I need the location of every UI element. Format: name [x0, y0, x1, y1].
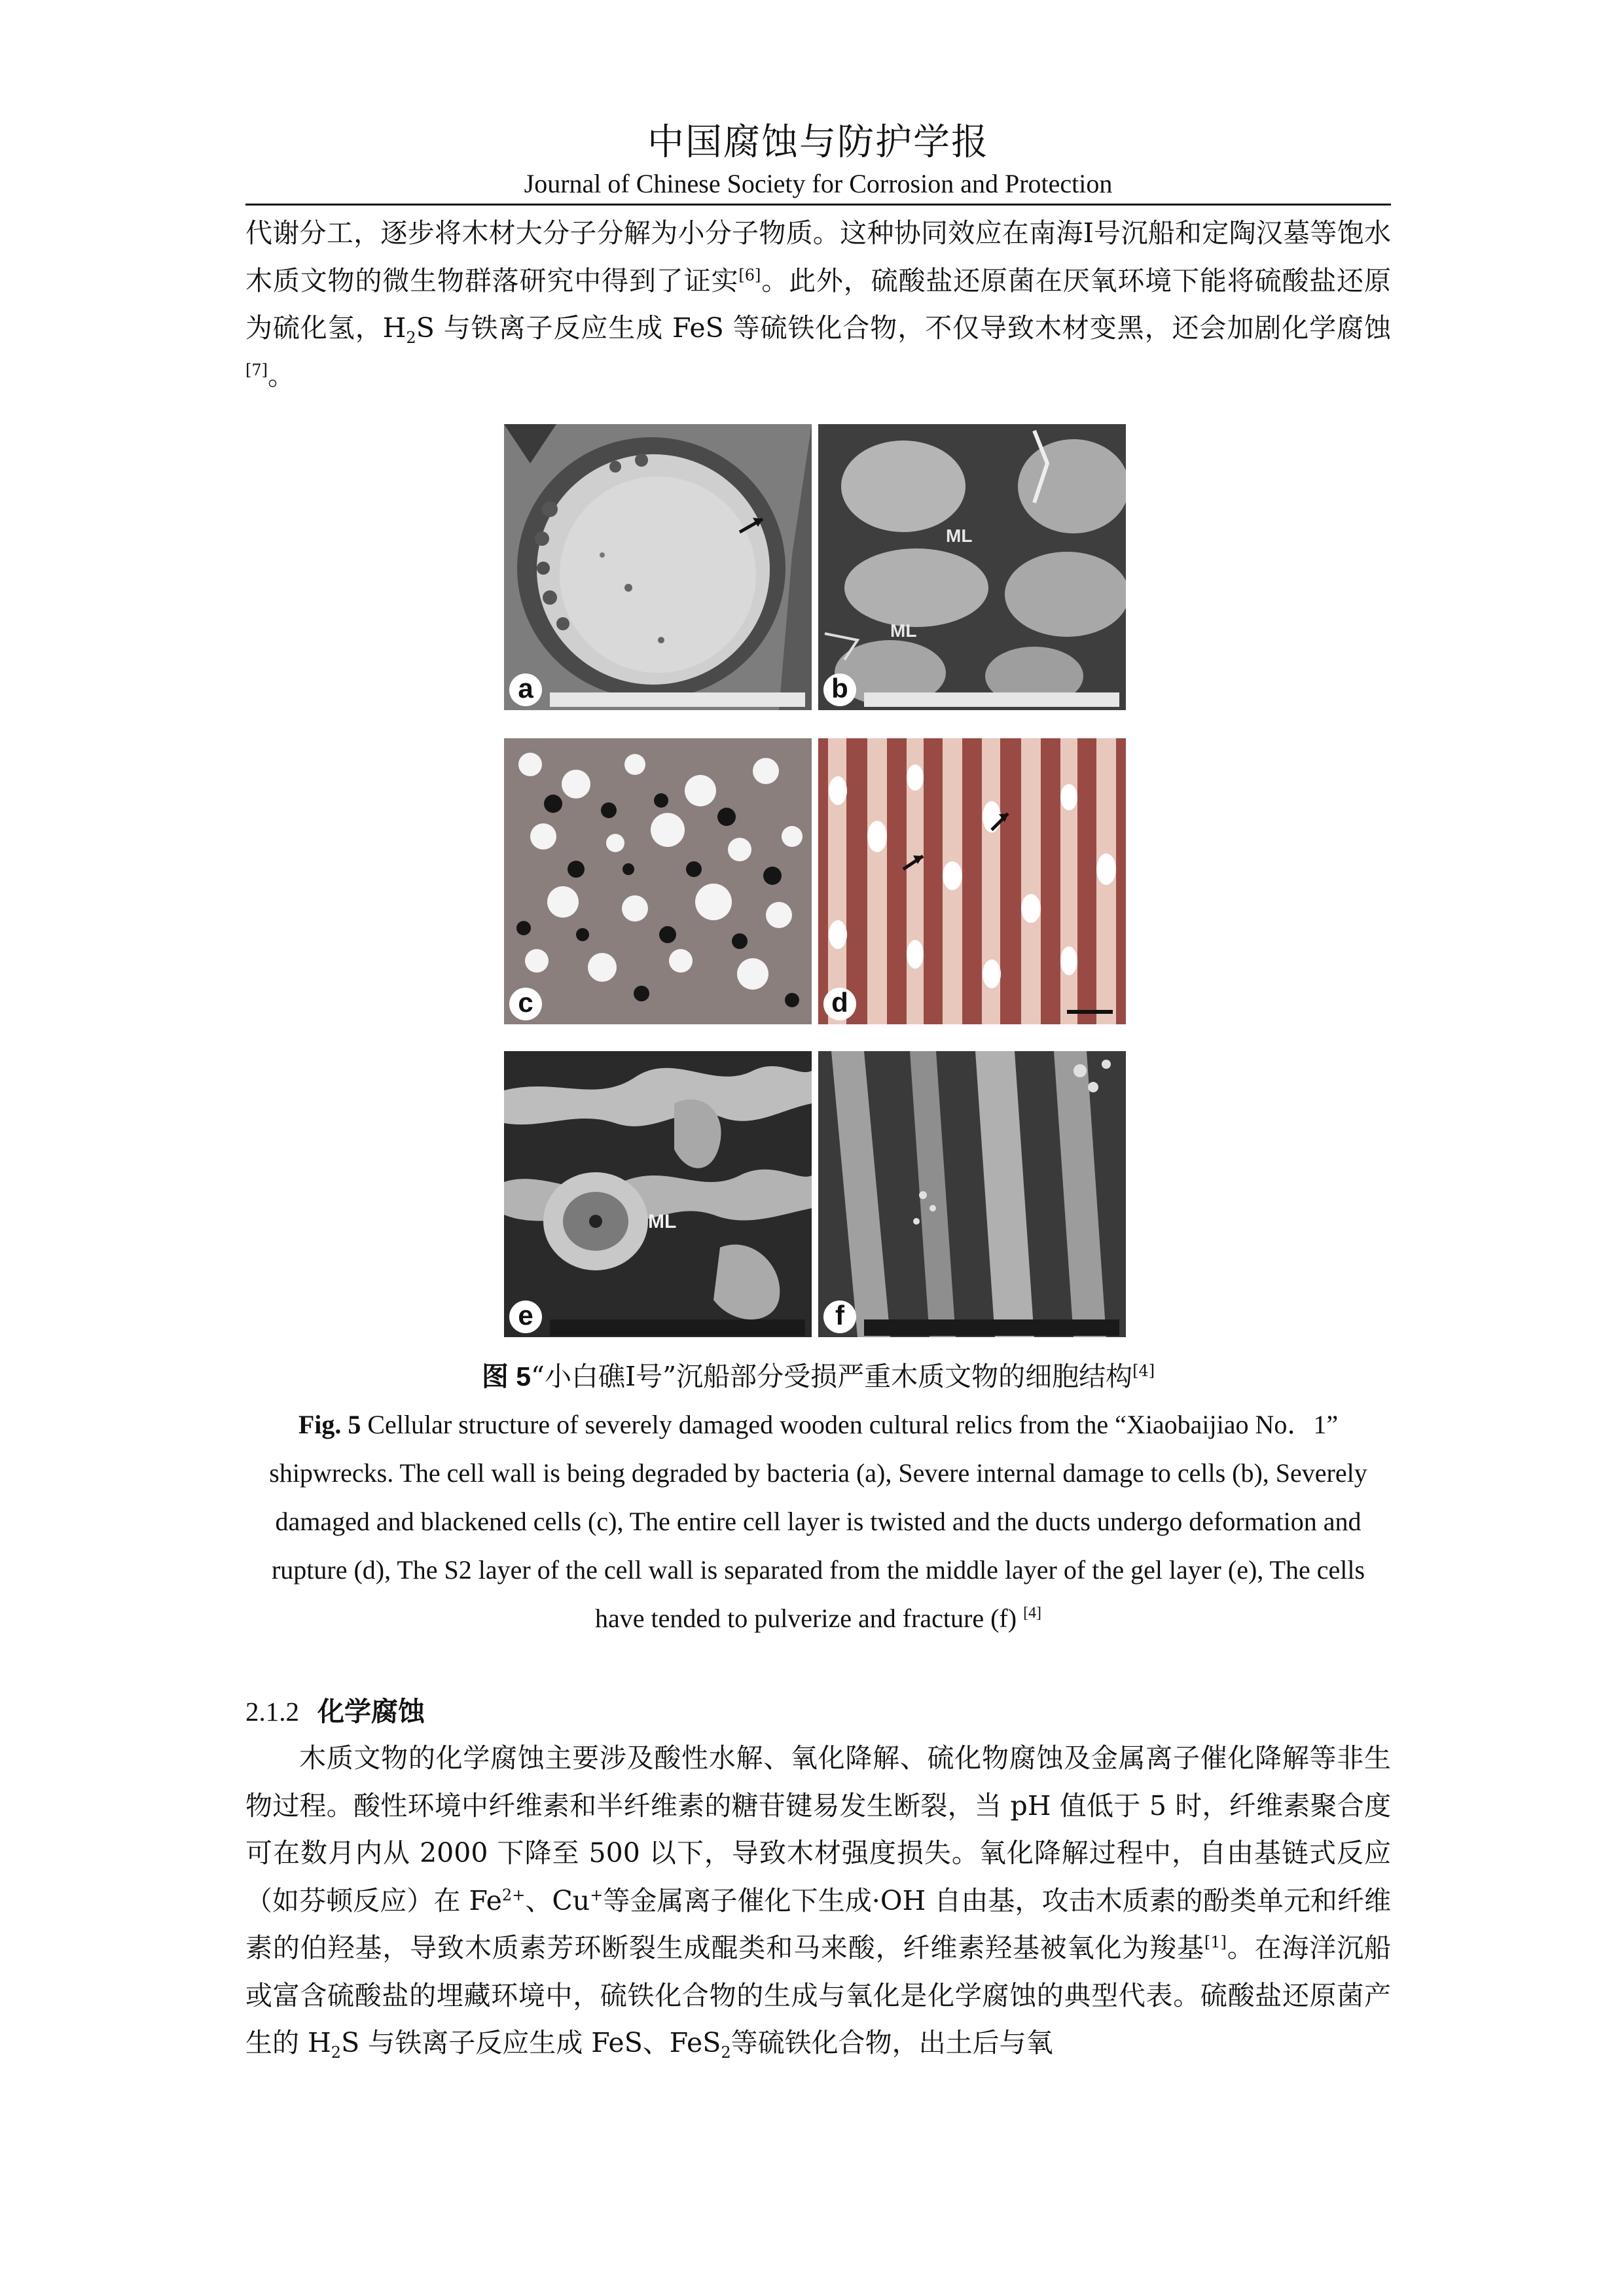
section-title: 化学腐蚀: [317, 1696, 425, 1727]
para1-text-a: 代谢分工，逐步将木材大分子分解为小分子物质。这种协同效应在南海I号沉船和定陶汉墓等饱水木质文物的微生物群落研究中得到了证实: [245, 217, 1391, 296]
journal-title-cn: 中国腐蚀与防护学报: [647, 121, 989, 164]
micrograph-panel-d: [818, 738, 1126, 1024]
journal-title-en: Journal of Chinese Society for Corrosion and Protection: [524, 169, 1113, 198]
caption-cn-text: “小白礁I号”沉船部分受损严重木质文物的细胞结构: [531, 1361, 1133, 1392]
micrograph-panel-e: [504, 1051, 812, 1337]
para2-text-5: S 与铁离子反应生成 FeS、FeS: [341, 2027, 721, 2058]
caption-en-text: Cellular structure of severely damaged wooden cultural relics from the “Xiaobaijiao No．1” shipwrecks. The cell wall is being degraded by bacteria (a), Severe internal damage to cells (b), Severely damaged and blackened cells (c), The entire cell layer is twisted and the ducts undergo deformation and rupture (d), The S2 layer of the cell wall is separated from the middle layer of the gel layer (e), The cells have tended to pulverize and fracture (f): [269, 1410, 1367, 1633]
micrograph-e-image: [504, 1051, 812, 1337]
citation-1: [1]: [1204, 1933, 1227, 1952]
caption-en-citation: [4]: [1023, 1604, 1042, 1622]
citation-7: [7]: [245, 360, 268, 379]
annotation-ml-b2: ML: [890, 620, 917, 641]
panel-label-a: a: [509, 673, 542, 706]
superscript-fe: 2+: [501, 1885, 526, 1904]
superscript-cu: +: [590, 1885, 604, 1904]
para1-text-d: 。: [268, 359, 295, 391]
micrograph-a-image: [504, 424, 812, 710]
panel-label-f: f: [823, 1300, 856, 1333]
figure-number-en: Fig. 5: [298, 1410, 361, 1439]
subscript-h2s: 2: [331, 2043, 342, 2062]
caption-cn-citation: [4]: [1132, 1361, 1155, 1380]
para2-text-6: 等硫铁化合物，出土后与氧: [731, 2027, 1053, 2058]
citation-6: [6]: [738, 265, 761, 284]
para2-text-1: 木质文物的化学腐蚀主要涉及酸性水解、氧化降解、硫化物腐蚀及金属离子催化降解等非生物过程。酸性环境中纤维素和半纤维素的糖苷键易发生断裂，当 pH 值低于 5 时，纤维素聚合度可在数月内从 2000 下降至 500 以下，导致木材强度损失。氧化降解过程中，自由基链式反应（如芬顿反应）在 Fe: [245, 1742, 1391, 1916]
micrograph-panel-a: [504, 424, 812, 710]
figure-number-cn: 图 5: [481, 1361, 532, 1391]
para1-text-c: S 与铁离子反应生成 FeS 等硫铁化合物，不仅导致木材变黑，还会加剧化学腐蚀: [416, 312, 1391, 344]
figure-caption-en: [245, 1401, 1391, 1643]
paragraph-1: [245, 209, 1391, 399]
annotation-ml-e: ML: [648, 1211, 677, 1232]
figure-5: [504, 424, 1132, 1337]
micrograph-f-image: [818, 1051, 1126, 1337]
micrograph-d-image: [818, 738, 1126, 1024]
panel-label-e: e: [509, 1300, 542, 1333]
para2-text-4: 。在海洋沉船或富含硫酸盐的埋藏环境中，硫铁化合物的生成与氧化是化学腐蚀的典型代表。硫酸盐还原菌产生的 H: [245, 1932, 1391, 2058]
para2-text-2: 、Cu: [525, 1884, 590, 1916]
journal-header: [245, 118, 1391, 200]
para2-text-3: 等金属离子催化下生成·OH 自由基，攻击木质素的酚类单元和纤维素的伯羟基，导致木质素芳环断裂生成醌类和马来酸，纤维素羟基被氧化为羧基: [245, 1884, 1391, 1964]
micrograph-b-image: [818, 424, 1126, 710]
panel-label-b: b: [823, 673, 856, 706]
section-heading: [245, 1692, 425, 1731]
micrograph-panel-f: [818, 1051, 1126, 1337]
header-rule: [245, 204, 1391, 206]
panel-label-c: c: [509, 988, 542, 1020]
para1-text-b: 。此外，硫酸盐还原菌在厌氧环境下能将硫酸盐还原为硫化氢，H: [245, 264, 1392, 344]
subscript-fes2: 2: [721, 2043, 731, 2062]
panel-label-d: d: [823, 988, 856, 1020]
micrograph-panel-b: [818, 424, 1126, 710]
annotation-ml-b: ML: [946, 526, 973, 546]
subscript: 2: [406, 329, 416, 348]
figure-caption-cn: [245, 1357, 1391, 1396]
section-number: 2.1.2: [245, 1696, 299, 1727]
micrograph-c-image: [504, 738, 812, 1024]
micrograph-panel-c: [504, 738, 812, 1024]
paragraph-2: [245, 1734, 1391, 2067]
